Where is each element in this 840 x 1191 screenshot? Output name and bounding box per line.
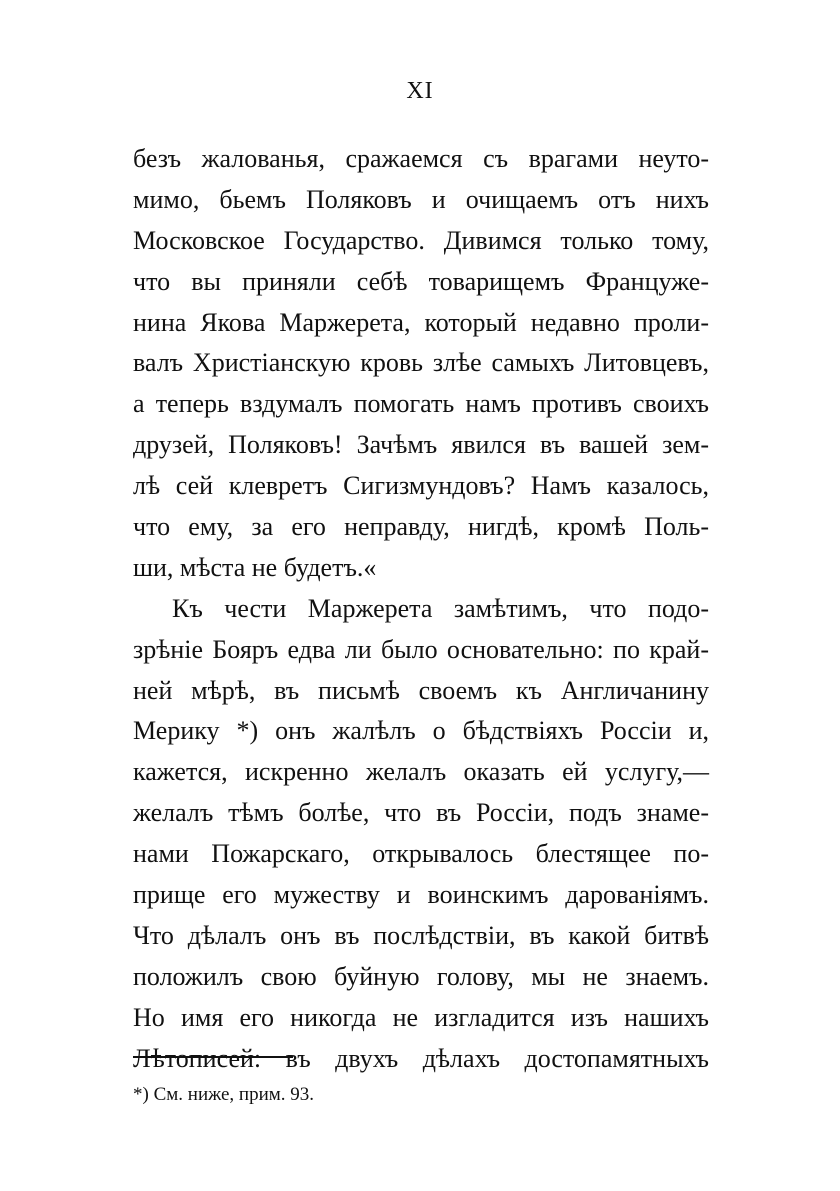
- text-line: Что дѣлалъ онъ въ послѣдствіи, въ какой битвѣ: [133, 920, 709, 950]
- text-line: положилъ свою буйную голову, мы не знаемъ.: [133, 961, 709, 991]
- text-line: ней мѣрѣ, въ письмѣ своемъ къ Англичанину: [133, 675, 709, 705]
- text-line: а теперь вздумалъ помогать намъ противъ своихъ: [133, 389, 709, 419]
- text-line: Московское Государство. Дивимся только тому,: [133, 225, 709, 255]
- text-line: кажется, искренно желалъ оказать ей услугу,—: [133, 757, 709, 787]
- text-line: желалъ тѣмъ болѣе, что въ Россіи, подъ знаме-: [133, 798, 709, 828]
- footnote: *) См. ниже, прим. 93.: [133, 1084, 315, 1105]
- text-line: нами Пожарскаго, открывалось блестящее по-: [133, 839, 709, 869]
- page-number: XI: [406, 78, 434, 104]
- text-line: нина Якова Маржерета, который недавно проли-: [133, 307, 709, 337]
- text-line: мимо, бьемъ Поляковъ и очищаемъ отъ нихъ: [133, 184, 709, 214]
- text-line: лѣ сей клевретъ Сигизмундовъ? Намъ казалось,: [133, 471, 709, 501]
- footnote-divider: [133, 1056, 293, 1058]
- text-line: зрѣніе Бояръ едва ли было основательно: по край-: [133, 634, 709, 664]
- text-line: безъ жалованья, сражаемся съ врагами неуто-: [133, 144, 709, 173]
- body-text: [133, 139, 709, 1079]
- text-line: Но имя его никогда не изгладится изъ нашихъ: [133, 1002, 709, 1032]
- text-line: валъ Христіанскую кровь злѣе самыхъ Литовцевъ,: [133, 348, 709, 378]
- text-line: что вы приняли себѣ товарищемъ Француже-: [133, 266, 709, 296]
- text-line-paragraph-end: ши, мѣста не будетъ.«: [133, 552, 377, 582]
- text-line-paragraph-start: Къ чести Маржерета замѣтимъ, что подо-: [172, 593, 709, 623]
- text-line: что ему, за его неправду, нигдѣ, кромѣ Поль-: [133, 512, 709, 542]
- text-line: Мерику *) онъ жалѣлъ о бѣдствіяхъ Россіи и,: [133, 716, 709, 746]
- text-line: друзей, Поляковъ! Зачѣмъ явился въ вашей зем-: [133, 430, 709, 460]
- text-line: Лѣтописей: въ двухъ дѣлахъ достопамятныхъ: [133, 1043, 709, 1073]
- text-line: прище его мужеству и воинскимъ дарованіямъ.: [133, 880, 709, 910]
